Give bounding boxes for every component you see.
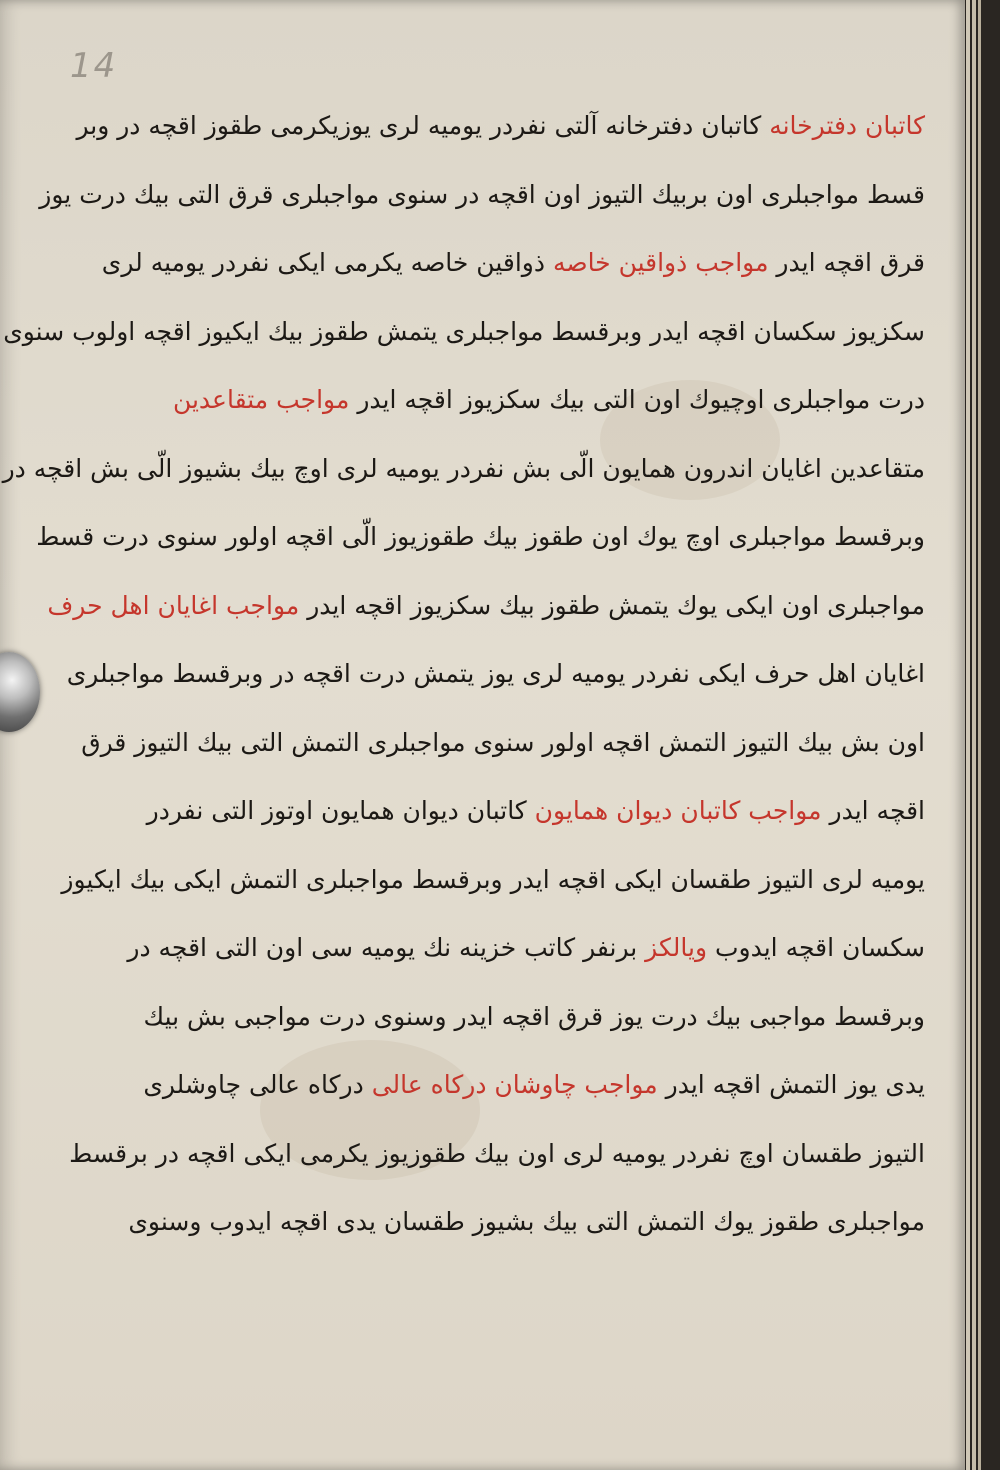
text-line — [69, 1120, 925, 1189]
text-line — [47, 572, 925, 641]
text-segment: کاتبان دیوان همایون اوتوز التی نفردر — [146, 796, 535, 825]
text-segment: ذواقین خاصه یکرمی ایکی نفردر یومیه لری — [101, 248, 553, 277]
text-line — [143, 983, 925, 1052]
text-segment: درکاه عالی چاوشلری — [143, 1070, 372, 1099]
text-line — [143, 1051, 925, 1120]
text-segment: اغایان اهل حرف ایکی نفردر یومیه لری یوز یتمش درت اقچه در وبرقسط مواجبلری — [66, 659, 925, 688]
text-segment: اقچه ایدر — [821, 796, 925, 825]
text-segment: قسط مواجبلری اون بربیك التیوز اون اقچه در سنوی مواجبلری قرق التی بیك درت یوز — [39, 179, 925, 209]
text-line — [61, 846, 925, 915]
text-line — [39, 161, 925, 230]
text-segment: برنفر کاتب خزینه نك یومیه سی اون التی اقچه در — [127, 933, 646, 962]
text-segment: درت مواجبلری اوچیوك اون التی بیك سکزیوز اقچه ایدر — [349, 385, 925, 414]
text-line — [172, 366, 925, 435]
text-line — [66, 640, 925, 709]
page-edge — [978, 0, 981, 1470]
text-segment: التیوز طقسان اوچ نفردر یومیه لری اون بیك طقوزیوز یکرمی ایکی اقچه در برقسط — [69, 1138, 925, 1168]
text-line — [127, 914, 925, 983]
text-line — [128, 1188, 925, 1257]
rubric-heading: مواجب کاتبان دیوان همایون — [534, 796, 822, 825]
text-segment: مواجبلری طقوز یوك التمش التی بیك بشیوز طقسان یدی اقچه ایدوب وسنوی — [128, 1207, 925, 1236]
text-segment: متقاعدین اغایان اندرون همایون الّی بش نفردر یومیه لری اوچ بیك بشیوز الّی بش اقچه در — [2, 453, 925, 483]
text-segment: یدی یوز التمش اقچه ایدر — [657, 1070, 925, 1099]
text-line — [3, 298, 925, 367]
rubric-heading: ویالکز — [645, 933, 708, 962]
text-line — [2, 435, 925, 504]
rubric-heading: مواجب ذواقین خاصه — [552, 248, 769, 277]
text-segment: وبرقسط مواجبلری اوچ یوك اون طقوز بیك طقوزیوز الّی اقچه اولور سنوی درت قسط — [36, 522, 925, 551]
folio-number: 14 — [70, 46, 118, 86]
text-segment: وبرقسط مواجبی بیك درت یوز قرق اقچه ایدر وسنوی درت مواجبی بش بیك — [143, 1001, 925, 1031]
rubric-heading: مواجب چاوشان درکاه عالی — [371, 1070, 658, 1099]
text-line — [76, 92, 925, 161]
text-line — [36, 503, 925, 572]
page-edge — [966, 0, 970, 1470]
text-line — [81, 709, 925, 778]
text-segment: اون بش بیك التیوز التمش اقچه اولور سنوی مواجبلری التمش التی بیك التیوز قرق — [81, 727, 925, 757]
rubric-heading: مواجب متقاعدین — [172, 385, 350, 414]
text-line — [146, 777, 925, 846]
text-segment: مواجبلری اون ایکی یوك یتمش طقوز بیك سکزیوز اقچه ایدر — [299, 590, 925, 620]
text-segment: قرق اقچه ایدر — [768, 248, 925, 277]
text-segment: سکسان اقچه ایدوب — [707, 933, 925, 962]
manuscript-text-block — [2, 92, 925, 1257]
text-segment: کاتبان دفترخانه آلتی نفردر یومیه لری یوزیکرمی طقوز اقچه در وبر — [76, 111, 770, 140]
rubric-heading: مواجب اغایان اهل حرف — [47, 590, 300, 620]
text-line — [101, 229, 925, 298]
rubric-heading: کاتبان دفترخانه — [769, 111, 925, 140]
page-edge — [972, 0, 976, 1470]
text-segment: سکزیوز سکسان اقچه ایدر وبرقسط مواجبلری یتمش طقوز بیك ایکیوز اقچه اولوب سنوی — [3, 316, 925, 346]
text-segment: یومیه لری التیوز طقسان ایکی اقچه ایدر وبرقسط مواجبلری التمش ایکی بیك ایکیوز — [61, 864, 925, 894]
